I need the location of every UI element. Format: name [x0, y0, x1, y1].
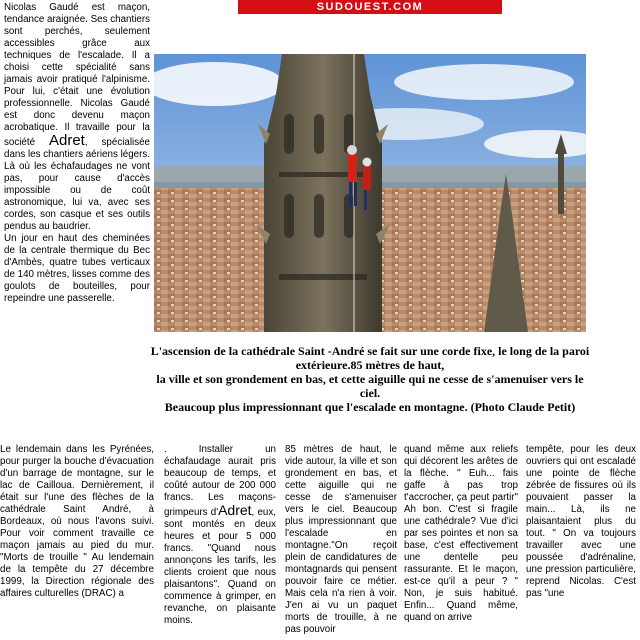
website-url-bar[interactable]: SUDOUEST.COM [238, 0, 502, 14]
caption-line-1: L'ascension de la cathédrale Saint -André se fait sur une corde fixe, le long de la paroi extérieure.85 mètres de haut, [150, 344, 590, 372]
photo-caption [150, 344, 590, 414]
cathedral-photo-graphic [154, 54, 586, 332]
masthead [238, 0, 502, 34]
cathedral-climb-photo [154, 54, 586, 332]
article-column-2 [164, 444, 276, 640]
lead-text-b: , spécialisée dans les chantiers aériens légers. Là où les échafaudages ne vont pas, pour cause d'accès impossible ou de coût astronomique, lui va, avec ses cordes, son casque et ses outils pendus au baudrier. [4, 137, 150, 232]
column-4-text: quand même aux reliefs qui décorent les arêtes de la flèche. " Euh... fais gaffe à pas trop t'accrocher, ça peut partir" Ah bon. C'est si fragile une cathédrale? Vue d'ici par ses pointes et non sa base, c'est effectivement une dentelle peu rassurante. Et le maçon, est-ce qu'il a peur ? " Non, je suis habitué. Enfin... Quand même, quand on arrive [404, 444, 518, 623]
caption-line-2: la ville et son grondement en bas, et cette aiguille qui ne cesse de s'amenuiser vers le ciel. [156, 372, 584, 400]
column-2-text-a: . Installer un échafaudage aurait pris beaucoup de temps, et coûté autour de 200 000 francs. Les maçons-grimpeurs d' [164, 444, 276, 518]
lead-paragraph-1 [4, 2, 150, 233]
column-1-text: Le lendemain dans les Pyrénées, pour purger la bouche d'évacuation d'un barrage de montagne, sur le lac de Cailloua. Dernièrement, il était sur l'une des flèches de la cathédrale Saint André, à Bordeaux, où nous l'avons suivi. Pour voir comment travaille ce maçon jamais au pied du mur. "Morts de trouille " Au lendemain de la tempête du 27 décembre 1999, la Direction régionale des affaires culturelles (DRAC) a [0, 444, 154, 599]
lead-text-a: Nicolas Gaudé est maçon, tendance araignée. Ses chantiers sont perchés, seulement accessibles grâce aux techniques de l'escalade. Il a choisi cette spécialité sans jamais avoir pratiqué l'alpinisme. Pour lui, c'était une évolution professionnelle. Nicolas Gaudé est donc devenu maçon acrobatique. Il travaille pour la société [4, 2, 150, 148]
article-column-1 [0, 444, 154, 640]
article-column-5 [526, 444, 636, 640]
lead-paragraph-2: Un jour en haut des cheminées de la centrale thermique du Bec d'Ambès, quatre tubes verticaux de 140 mètres, lisses comme des goulots de bouteilles, pour repeindre une passerelle. [4, 233, 150, 304]
column-3-text: 85 mètres de haut, le vide autour, la ville et son grondement en bas, et cette aiguille qui ne cesse de s'amenuiser vers le ciel. Beaucoup plus impressionnant que l'escalade en montagne."On reçoit plein de candidatures de montagnards qui pensent pouvoir faire ce métier. Mais cela n'a rien à voir. J'en ai vu un paquet morts de trouille, à ne pas pouvoir [285, 444, 397, 635]
caption-line-3: Beaucoup plus impressionnant que l'escalade en montagne. (Photo Claude Petit) [164, 400, 576, 414]
column-2-text [164, 444, 276, 627]
company-name-inline: Adret [218, 502, 252, 518]
column-2-text-b: , eux, sont montés en deux heures et pour 5 000 francs. "Quand nous annonçons les tarifs, les clients croient que nous plaisantons". Quand on commence à grimper, en revanche, on plaisante moins. [164, 507, 276, 626]
article-column-3 [285, 444, 397, 640]
column-5-text: tempête, pour les deux ouvriers qui ont escaladé une pointe de flèche zébrée de fissures où ils pouvaient passer la main... Là, ils ne plaisantaient plus du tout. " On va toujours travailler avec une poussée d'adrénaline, une pression particulière, reprend Nicolas. C'est pas "une [526, 444, 636, 599]
company-name: Adret [49, 132, 85, 149]
lead-column [4, 2, 150, 305]
article-column-4 [404, 444, 518, 640]
